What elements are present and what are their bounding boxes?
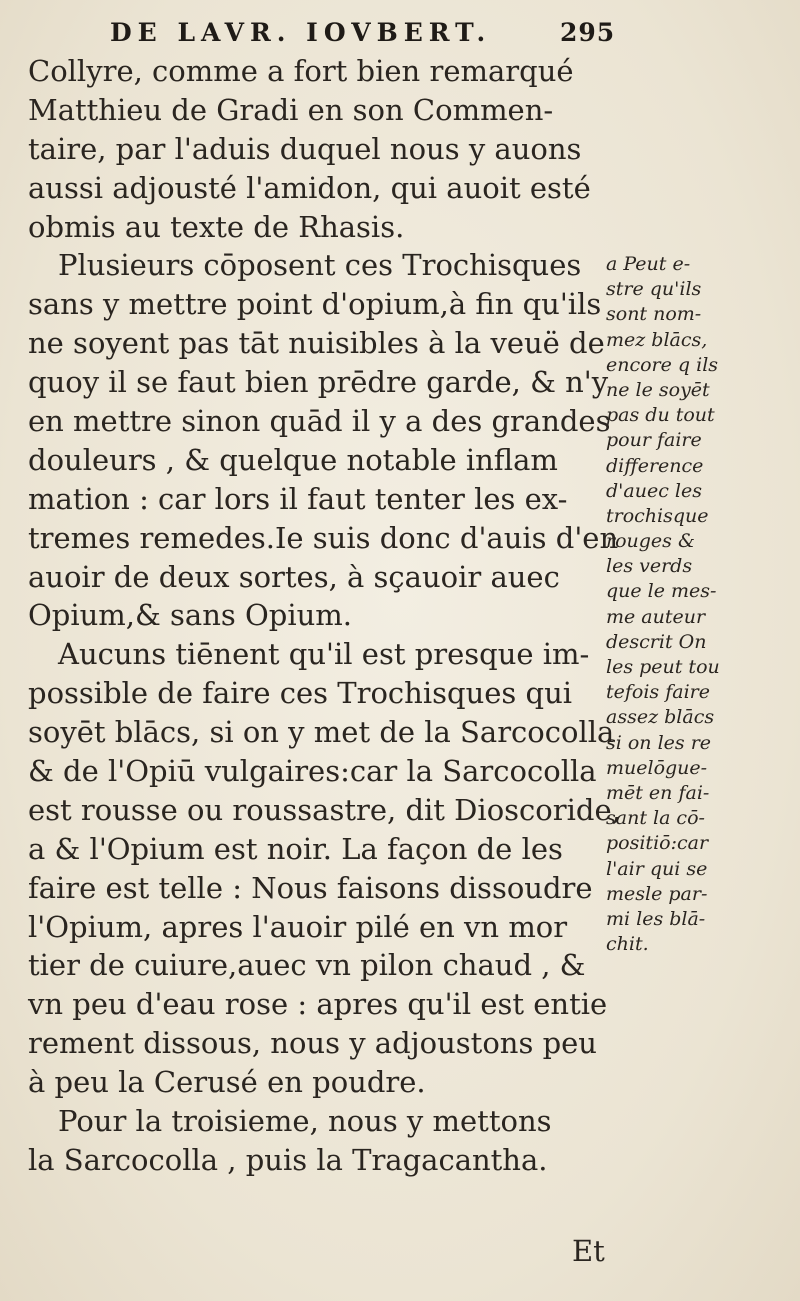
text-line: Opium,& sans Opium. [28, 598, 352, 633]
margin-line: a Peut e- [606, 253, 691, 275]
text-line: tier de cuiure,auec vn pilon chaud , & [28, 948, 586, 983]
text-line: ne soyent pas tāt nuisibles à la veuë de [28, 326, 605, 361]
text-line: faire est telle : Nous faisons dissoudre [28, 870, 593, 905]
margin-line: tefois faire [606, 681, 710, 704]
text-line: Matthieu de Gradi en son Commen- [28, 92, 554, 127]
text-line: auoir de deux sortes, à sçauoir auec [28, 559, 560, 594]
margin-line: mi les blā- [606, 907, 706, 930]
text-line: en mettre sinon quād il y a des grandes [28, 404, 611, 439]
margin-line: rouges & [606, 530, 695, 553]
text-line: Plusieurs cōposent ces Trochisques [58, 248, 582, 283]
text-line: a & l'Opium est noir. La façon de les [28, 831, 563, 866]
margin-line: stre qu'ils [606, 278, 702, 301]
margin-line: sont nom- [606, 303, 702, 326]
catchword: Et [572, 1234, 605, 1268]
text-line: la Sarcocolla , puis la Tragacantha. [28, 1142, 548, 1177]
margin-line: pas du tout [606, 404, 715, 427]
text-line: & de l'Opiū vulgaires:car la Sarcocolla [28, 754, 597, 789]
margin-line: encore q ils [606, 353, 719, 376]
margin-line: positiō:car [606, 832, 709, 855]
margin-line: l'air qui se [606, 857, 708, 880]
text-line: quoy il se faut bien prēdre garde, & n'y [28, 365, 609, 400]
text-line: est rousse ou roussastre, dit Dioscoride, [28, 792, 621, 827]
margin-line: mēt en fai- [606, 781, 710, 804]
text-line: Aucuns tiēnent qu'il est presque im- [58, 637, 590, 672]
text-line: Collyre, comme a fort bien remarqué [28, 54, 574, 88]
margin-line: d'auec les [606, 479, 702, 502]
text-line: aussi adjousté l'amidon, qui auoit esté [28, 170, 591, 205]
text-line: l'Opium, apres l'auoir pilé en vn mor [28, 909, 568, 944]
margin-line: difference [606, 454, 704, 477]
text-line: possible de faire ces Trochisques qui [28, 676, 573, 711]
text-line: vn peu d'eau rose : apres qu'il est entie [28, 987, 608, 1022]
running-header [110, 18, 670, 48]
margin-line: les verds [606, 555, 693, 578]
text-line: soyēt blācs, si on y met de la Sarcocolla [28, 715, 615, 750]
margin-line: les peut tou [606, 656, 720, 678]
margin-line: me auteur [606, 605, 706, 628]
margin-line: muelōgue- [606, 756, 708, 779]
margin-line: pour faire [606, 429, 702, 452]
text-line: rement dissous, nous y adjoustons peu [28, 1026, 597, 1061]
margin-line: mesle par- [606, 882, 708, 905]
margin-line: assez blācs [606, 706, 715, 729]
margin-line: si on les re [606, 731, 712, 754]
margin-line: ne le soyēt [606, 378, 710, 401]
text-line: taire, par l'aduis duquel nous y auons [28, 131, 582, 166]
text-line: mation : car lors il faut tenter les ex- [28, 481, 568, 516]
margin-line: descrit On [606, 630, 707, 653]
margin-line: sant la cō- [606, 807, 705, 830]
page-number: 295 [560, 18, 616, 47]
main-text [28, 52, 621, 1180]
margin-line: mez blācs, [606, 328, 708, 351]
text-line: obmis au texte de Rhasis. [28, 209, 405, 244]
marginal-note [606, 252, 796, 957]
text-line: douleurs , & quelque notable inflam [28, 442, 558, 477]
text-line: Pour la troisieme, nous y mettons [58, 1104, 552, 1139]
text-line: tremes remedes.Ie suis donc d'auis d'en [28, 520, 619, 555]
margin-line: que le mes- [606, 580, 717, 603]
running-title: DE LAVR. IOVBERT. [110, 18, 492, 47]
text-line: à peu la Cerusé en poudre. [28, 1065, 426, 1100]
margin-line: trochisque [606, 504, 709, 527]
text-line: sans y mettre point d'opium,à fin qu'ils [28, 287, 602, 322]
margin-line: chit. [606, 933, 649, 956]
